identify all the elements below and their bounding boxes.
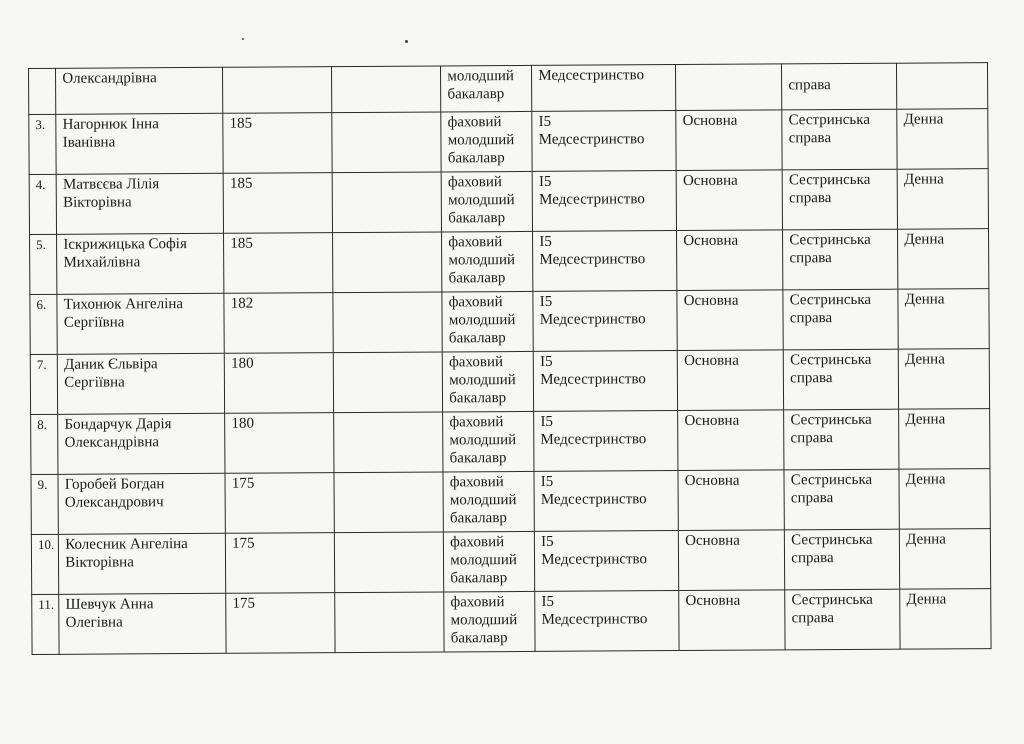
study-form: Денна	[900, 529, 991, 590]
degree-level-line: бакалавр	[448, 330, 506, 347]
applicant-name-line: Даник Єльвіра	[64, 356, 158, 373]
row-number: 3.	[29, 114, 57, 174]
table-row	[31, 409, 991, 475]
study-form	[897, 63, 988, 110]
degree-level	[442, 351, 533, 412]
degree-level-line: фаховий	[448, 234, 503, 251]
degree-level-line: бакалавр	[449, 450, 507, 467]
applicant-name	[57, 293, 224, 354]
empty-cell	[335, 592, 444, 653]
program-field	[783, 289, 898, 350]
program-field	[783, 349, 898, 410]
table-row	[30, 349, 990, 415]
degree-level-line: молодший	[450, 552, 517, 569]
specialty	[533, 291, 677, 352]
empty-cell	[332, 66, 441, 113]
specialty	[533, 231, 677, 292]
score-cell: 175	[226, 533, 335, 594]
program-field-line: справа	[788, 130, 832, 147]
program-field-line: справа	[788, 77, 831, 94]
applicant-name	[56, 113, 223, 174]
table-row	[29, 169, 989, 235]
specialty-line: Медсестринство	[539, 191, 645, 208]
row-number: 10.	[31, 534, 59, 594]
degree-level-line: фаховий	[448, 294, 503, 311]
degree-level-line: бакалавр	[447, 150, 505, 167]
scan-speck	[405, 40, 408, 43]
program-field-line: справа	[789, 250, 832, 267]
program-field-line: Сестринська	[791, 591, 873, 609]
specialty	[533, 351, 677, 412]
degree-level-line: молодший	[448, 192, 515, 209]
table-row	[31, 469, 991, 535]
program-field	[784, 409, 899, 470]
row-number: 11.	[32, 594, 60, 654]
row-number	[29, 68, 57, 114]
program-field-line: Сестринська	[789, 231, 871, 249]
specialty-line: I5	[539, 233, 552, 250]
score-cell: 180	[224, 353, 333, 414]
program-field-line: Сестринська	[788, 111, 871, 129]
applicant-name	[56, 173, 223, 234]
program-field-line: справа	[789, 310, 833, 327]
applicant-name-line: Михайлівна	[63, 254, 141, 271]
funding-basis: Основна	[677, 290, 783, 351]
specialty-line: I5	[541, 593, 555, 610]
program-field-line: Сестринська	[789, 291, 872, 309]
applicant-name: Олександрівна	[56, 67, 223, 114]
funding-basis: Основна	[679, 590, 785, 651]
specialty-line: Медсестринство	[540, 371, 646, 388]
program-field-line: Сестринська	[791, 531, 873, 549]
score-cell: 180	[225, 413, 334, 474]
applicant-name-line: Сергіївна	[64, 374, 125, 391]
score-cell: 185	[223, 113, 332, 174]
specialty	[534, 471, 678, 532]
applicant-name	[58, 473, 225, 534]
empty-cell	[333, 352, 442, 413]
specialty	[532, 171, 676, 232]
program-field-line: Сестринська	[790, 411, 872, 429]
applicant-name	[59, 593, 226, 654]
funding-basis: Основна	[677, 350, 783, 411]
specialty-line: Медсестринство	[538, 131, 645, 148]
score-cell: 175	[226, 593, 335, 654]
degree-level-line: бакалавр	[448, 270, 506, 287]
empty-cell	[333, 232, 442, 293]
funding-basis: Основна	[679, 530, 785, 591]
program-field	[782, 169, 897, 230]
specialty-line: Медсестринство	[541, 551, 648, 568]
degree-level-line: фаховий	[447, 114, 502, 131]
degree-level-line: фаховий	[449, 474, 504, 491]
study-form: Денна	[897, 169, 988, 230]
program-field-line: Сестринська	[790, 351, 872, 369]
degree-level-line: фаховий	[447, 174, 502, 191]
program-field-line: справа	[791, 550, 834, 567]
degree-level-line: бакалавр	[450, 630, 508, 647]
applicant-name	[59, 533, 226, 594]
degree-level-line: молодший	[449, 432, 517, 449]
degree-level-line: фаховий	[450, 534, 505, 551]
degree-level-line: бакалавр	[447, 86, 505, 103]
empty-cell	[332, 172, 441, 233]
specialty-line: Медсестринство	[538, 67, 645, 84]
program-field-line: справа	[791, 610, 835, 627]
applicant-name-line: Вікторівна	[63, 194, 132, 211]
row-number: 5.	[30, 234, 58, 294]
specialty-line: I5	[538, 173, 552, 190]
applicant-name-line: Олегівна	[65, 614, 123, 631]
applicant-name-line: Олександрівна	[64, 434, 160, 451]
degree-level-line: фаховий	[450, 594, 505, 611]
score-cell: 175	[225, 473, 334, 534]
table-row	[30, 229, 990, 295]
specialty	[535, 531, 679, 592]
degree-level	[444, 591, 535, 652]
specialty-line: I5	[541, 533, 554, 550]
applicant-name-line: Іванівна	[62, 134, 116, 151]
applicant-name	[58, 413, 225, 474]
degree-level	[442, 291, 533, 352]
applicant-name-line: Тихонюк Ангеліна	[63, 296, 184, 313]
funding-basis: Основна	[678, 410, 784, 471]
applicant-name-line: Матвєєва Лілія	[62, 176, 160, 193]
degree-level	[442, 231, 533, 292]
table-row	[31, 529, 991, 595]
program-field	[782, 109, 897, 170]
row-number: 6.	[30, 294, 58, 354]
program-field	[782, 63, 897, 110]
degree-level-line: бакалавр	[448, 210, 506, 227]
study-form: Денна	[897, 109, 988, 170]
specialty	[535, 591, 679, 652]
score-cell: 185	[223, 173, 332, 234]
degree-level-line: молодший	[448, 312, 516, 329]
degree-level-line: фаховий	[449, 414, 504, 431]
row-number: 9.	[31, 474, 59, 534]
specialty-line: Медсестринство	[540, 491, 647, 508]
funding-basis: Основна	[678, 470, 784, 531]
funding-basis: Основна	[676, 110, 782, 171]
table-row	[29, 63, 989, 115]
degree-level	[441, 65, 532, 112]
applicant-table	[28, 62, 992, 655]
program-field	[784, 469, 899, 530]
degree-level-line: бакалавр	[450, 570, 508, 587]
degree-level	[441, 171, 532, 232]
specialty	[534, 411, 678, 472]
degree-level	[444, 531, 535, 592]
specialty	[532, 65, 676, 112]
specialty-line: Медсестринство	[539, 311, 646, 328]
empty-cell	[334, 472, 443, 533]
program-field-line: справа	[789, 190, 832, 207]
applicant-name-line: Шевчук Анна	[65, 596, 154, 613]
applicant-name-line: Вікторівна	[65, 554, 134, 571]
specialty-line: Медсестринство	[540, 431, 647, 448]
empty-cell	[332, 112, 441, 173]
degree-level	[441, 111, 532, 172]
program-field	[783, 229, 898, 290]
empty-cell	[334, 412, 443, 473]
applicant-name-line: Нагорнюк Інна	[62, 116, 159, 133]
row-number: 4.	[29, 174, 57, 234]
applicant-name-line: Горобей Богдан	[64, 476, 165, 493]
degree-level-line: молодший	[450, 612, 518, 629]
study-form: Денна	[898, 229, 989, 290]
study-form: Денна	[900, 589, 991, 650]
empty-cell	[333, 292, 442, 353]
table-row	[29, 109, 989, 175]
score-cell: 182	[224, 293, 333, 354]
row-number: 7.	[30, 354, 58, 414]
row-number: 8.	[31, 414, 59, 474]
specialty-line: I5	[540, 473, 554, 490]
degree-level	[443, 471, 534, 532]
specialty-line: Медсестринство	[541, 611, 648, 628]
specialty-line: I5	[540, 353, 553, 370]
specialty	[532, 111, 676, 172]
scan-speck	[242, 38, 244, 40]
program-field	[785, 529, 900, 590]
specialty-line: I5	[540, 413, 553, 430]
table-row	[32, 589, 992, 655]
empty-cell	[335, 532, 444, 593]
score-cell: 185	[224, 233, 333, 294]
program-field-line: Сестринська	[788, 171, 871, 189]
program-field	[785, 589, 900, 650]
degree-level-line: бакалавр	[449, 390, 507, 407]
applicant-name	[57, 233, 224, 294]
degree-level-line: молодший	[448, 252, 516, 269]
degree-level-line: молодший	[449, 372, 516, 389]
funding-basis	[676, 64, 782, 111]
table-row	[30, 289, 990, 355]
funding-basis: Основна	[677, 230, 783, 291]
applicant-name-line: Олександрович	[64, 494, 164, 511]
funding-basis: Основна	[676, 170, 782, 231]
degree-level-line: бакалавр	[449, 510, 507, 527]
degree-level-line: молодший	[447, 68, 514, 85]
specialty-line: I5	[539, 293, 553, 310]
applicant-name-line: Колесник Ангеліна	[65, 536, 188, 553]
applicant-name-line: Сергіївна	[63, 314, 125, 331]
study-form: Денна	[898, 289, 989, 350]
specialty-line: I5	[538, 113, 552, 130]
program-field-line: справа	[790, 490, 834, 507]
study-form: Денна	[899, 409, 990, 470]
study-form: Денна	[898, 349, 989, 410]
score-cell	[223, 67, 332, 114]
degree-level-line: молодший	[447, 132, 515, 149]
specialty-line: Медсестринство	[539, 251, 646, 268]
applicant-name	[57, 353, 224, 414]
applicant-name-line: Бондарчук Дарія	[64, 416, 172, 433]
degree-level	[443, 411, 534, 472]
degree-level-line: молодший	[449, 492, 517, 509]
study-form: Денна	[899, 469, 990, 530]
program-field-line: справа	[790, 430, 833, 447]
program-field-line: Сестринська	[790, 471, 873, 489]
applicant-name-line: Іскрижицька Софія	[63, 236, 187, 253]
degree-level-line: фаховий	[449, 354, 504, 371]
program-field-line: справа	[790, 370, 833, 387]
